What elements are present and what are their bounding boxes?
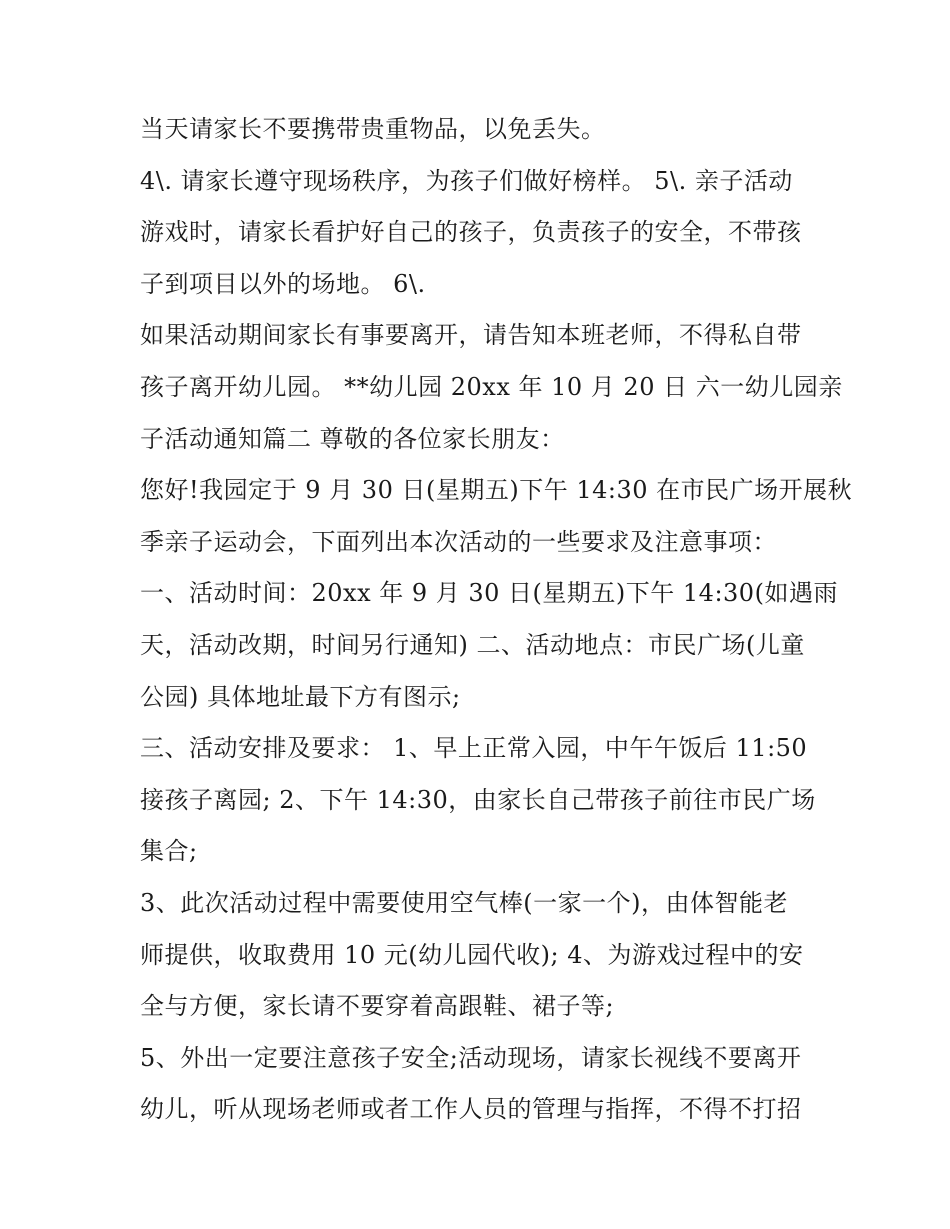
text-line: 天，活动改期，时间另行通知) 二、活动地点：市民广场(儿童 [140,630,805,659]
text-line: 当天请家长不要携带贵重物品，以免丢失。 [140,115,606,143]
text-line: 如果活动期间家长有事要离开，请告知本班老师，不得私自带 [140,321,802,350]
text-line: 季亲子运动会，下面列出本次活动的一些要求及注意事项： [140,527,777,556]
text-line: 3、此次活动过程中需要使用空气棒(一家一个)，由体智能老 [140,888,788,917]
text-line: 一、活动时间：20xx 年 9 月 30 日(星期五)下午 14:30(如遇雨 [140,579,838,608]
document-body [140,104,853,1136]
text-line: 接孩子离园; 2、下午 14:30，由家长自己带孩子前往市民广场 [140,785,816,814]
text-line: 4\. 请家长遵守现场秩序，为孩子们做好榜样。 5\. 亲子活动 [140,166,793,195]
text-line: 三、活动安排及要求： 1、早上正常入园，中午午饭后 11:50 [140,734,808,763]
text-line: 5、外出一定要注意孩子安全;活动现场，请家长视线不要离开 [140,1043,802,1072]
text-line: 师提供，收取费用 10 元(幼儿园代收); 4、为游戏过程中的安 [140,940,804,969]
text-line: 幼儿，听从现场老师或者工作人员的管理与指挥，不得不打招 [140,1095,802,1124]
text-line: 集合; [140,837,198,866]
text-line: 子到项目以外的场地。 6\. [140,269,426,298]
text-line: 您好!我园定于 9 月 30 日(星期五)下午 14:30 在市民广场开展秋 [140,476,853,505]
text-line: 子活动通知篇二 尊敬的各位家长朋友： [140,424,565,453]
text-line: 游戏时，请家长看护好自己的孩子，负责孩子的安全，不带孩 [140,218,802,247]
text-line: 孩子离开幼儿园。 **幼儿园 20xx 年 10 月 20 日 六一幼儿园亲 [140,372,843,401]
text-line: 全与方便，家长请不要穿着高跟鞋、裙子等; [140,992,615,1021]
text-line: 公园) 具体地址最下方有图示; [140,682,461,711]
